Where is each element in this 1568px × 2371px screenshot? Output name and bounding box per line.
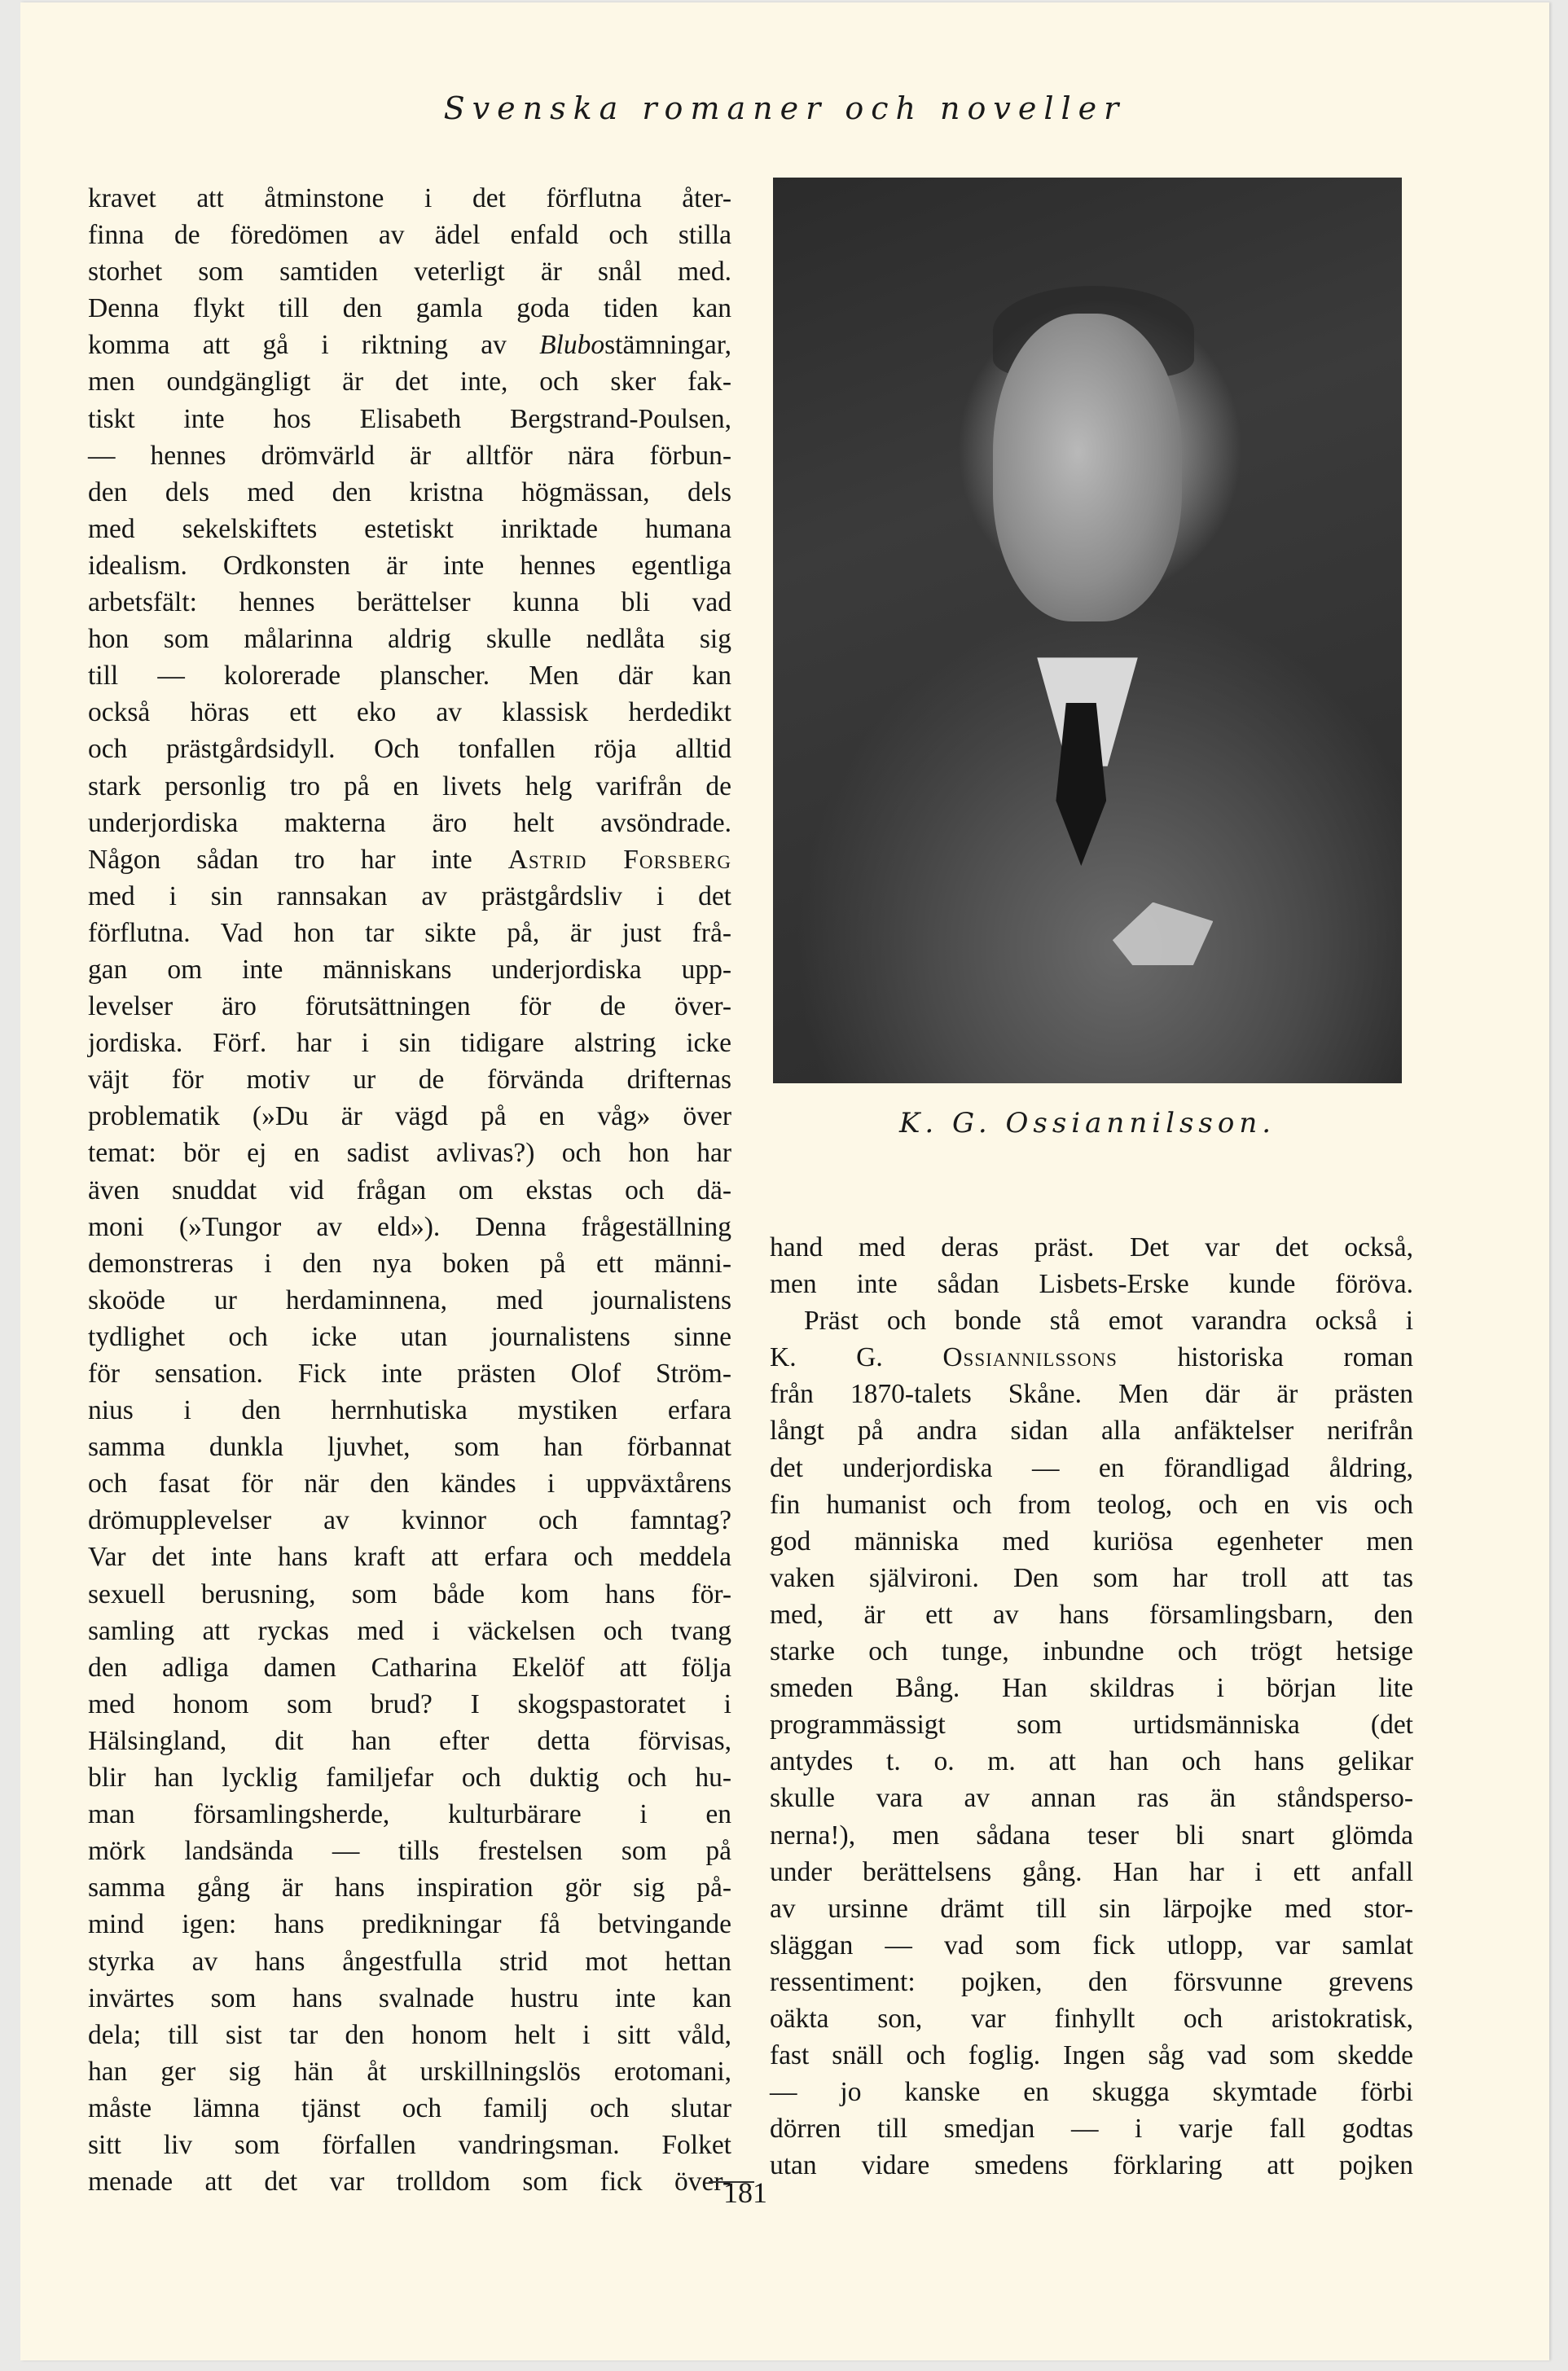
- text-run: hand med deras präst. Det var det också,: [770, 1232, 1413, 1262]
- text-line: [88, 1723, 731, 1759]
- text-run: blir han lycklig familjefar och duktig och hu-: [88, 1763, 731, 1794]
- text-line: [88, 180, 731, 217]
- photo-pocket-square: [1113, 902, 1214, 966]
- text-run: oäkta son, var finhyllt och aristokratisk,: [770, 2003, 1413, 2034]
- text-run: tydlighet och icke utan journalistens sinne: [88, 1321, 731, 1352]
- text-run: vaken självironi. Den som har troll att tas: [770, 1562, 1413, 1593]
- text-run: antydes t. o. m. att han och hans gelikar: [770, 1746, 1413, 1777]
- text-run: sitt liv som förfallen vandringsman. Folket: [88, 2129, 731, 2160]
- text-line: [88, 768, 731, 805]
- text-line: [88, 915, 731, 951]
- text-line: [88, 511, 731, 547]
- text-line: [88, 1686, 731, 1723]
- text-line: [88, 1061, 731, 1098]
- name-small-caps: Astrid Forsberg: [507, 844, 732, 875]
- text-line: [770, 1780, 1413, 1816]
- page-number: 181: [723, 2176, 767, 2209]
- text-line: [88, 290, 731, 327]
- text-line: [88, 1759, 731, 1796]
- text-run: finna de föredömen av ädel enfald och stilla: [88, 220, 731, 251]
- text-run: Präst och bonde stå emot varandra också i: [804, 1306, 1413, 1337]
- text-line: [770, 1560, 1413, 1596]
- text-run: styrka av hans ångestfulla strid mot hettan: [88, 1946, 731, 1977]
- text-line: [88, 1282, 731, 1319]
- text-line: [770, 1964, 1413, 2000]
- text-run: samling att ryckas med i väckelsen och tvang: [88, 1615, 731, 1646]
- text-line: [770, 1890, 1413, 1927]
- text-run: underjordiska makterna äro helt avsöndrade.: [88, 807, 731, 838]
- text-run: — jo kanske en skugga skymtade förbi: [770, 2077, 1413, 2108]
- text-run: Var det inte hans kraft att erfara och meddela: [88, 1542, 731, 1573]
- text-line: [88, 1502, 731, 1539]
- text-run: smeden Bång. Han skildras i början lite: [770, 1673, 1413, 1704]
- text-run: från 1870-talets Skåne. Men där är prästen: [770, 1379, 1413, 1410]
- text-run: med sekelskiftets estetiskt inriktade humana: [88, 513, 731, 544]
- text-run: men inte sådan Lisbets-Erske kunde föröva.: [770, 1269, 1413, 1300]
- text-line: [88, 584, 731, 621]
- text-line: [88, 327, 731, 363]
- text-run: — hennes drömvärld är alltför nära förbun-: [88, 440, 731, 471]
- book-page: [20, 2, 1549, 2360]
- text-run: till — kolorerade planscher. Men där kan: [88, 661, 731, 692]
- text-line: [88, 253, 731, 290]
- text-run: dörren till smedjan — i varje fall godtas: [770, 2114, 1413, 2145]
- text-line: [770, 1339, 1413, 1376]
- text-run: och fasat för när den kändes i uppväxtårens: [88, 1469, 731, 1499]
- text-line: [770, 1670, 1413, 1706]
- text-run: mörk landsända — tills frestelsen som på: [88, 1836, 731, 1867]
- name-small-caps: Ossiannilssons: [942, 1342, 1118, 1373]
- text-line: [88, 1319, 731, 1355]
- text-run: starke och tunge, inbundne och trögt hetsige: [770, 1636, 1413, 1667]
- text-run: tiskt inte hos Elisabeth Bergstrand-Poulsen,: [88, 403, 731, 434]
- text-line: [770, 1229, 1413, 1266]
- right-text-column: [770, 1229, 1413, 2184]
- text-line: [88, 1172, 731, 1209]
- text-line: [88, 988, 731, 1025]
- text-line: [88, 1980, 731, 2017]
- text-run: fast snäll och foglig. Ingen såg vad som skedde: [770, 2040, 1413, 2071]
- text-line: [770, 1302, 1413, 1339]
- text-line: [770, 1486, 1413, 1523]
- text-run: ressentiment: pojken, den försvunne grevens: [770, 1966, 1413, 1997]
- text-run: med i sin rannsakan av prästgårdsliv i det: [88, 880, 731, 911]
- text-line: [88, 217, 731, 253]
- text-run: samma gång är hans inspiration gör sig på-: [88, 1873, 731, 1903]
- text-line: [770, 1817, 1413, 1854]
- text-run: stämningar,: [604, 330, 731, 361]
- text-run: drömupplevelser av kvinnor och famntag?: [88, 1505, 731, 1536]
- text-line: [88, 1429, 731, 1465]
- text-line: [88, 547, 731, 584]
- text-run: hon som målarinna aldrig skulle nedlåta sig: [88, 624, 731, 655]
- text-run: med, är ett av hans församlingsbarn, den: [770, 1599, 1413, 1630]
- text-run: mind igen: hans predikningar få betvingande: [88, 1909, 731, 1940]
- text-run: gan om inte människans underjordiska upp-: [88, 954, 731, 985]
- text-run: Denna flykt till den gamla goda tiden kan: [88, 293, 731, 324]
- text-run: jordiska. Förf. har i sin tidigare alstring icke: [88, 1028, 731, 1059]
- photo-caption: K. G. Ossiannilsson.: [898, 1107, 1276, 1139]
- text-line: [770, 1596, 1413, 1633]
- text-line: [88, 1833, 731, 1869]
- text-line: [88, 1613, 731, 1649]
- text-run: också höras ett eko av klassisk herdedikt: [88, 697, 731, 728]
- text-line: [770, 2147, 1413, 2184]
- text-line: [88, 1209, 731, 1245]
- text-run: av ursinne drämt till sin lärpojke med stor-: [770, 1893, 1413, 1924]
- text-line: [88, 401, 731, 437]
- text-line: [88, 841, 731, 878]
- text-line: [770, 1633, 1413, 1670]
- text-run: problematik (»Du är vägd på en våg» över: [88, 1101, 731, 1132]
- text-line: [88, 694, 731, 731]
- text-run: släggan — vad som fick utlopp, var samlat: [770, 1930, 1413, 1960]
- text-run: samma dunkla ljuvhet, som han förbannat: [88, 1432, 731, 1463]
- text-line: [88, 2017, 731, 2053]
- text-line: [88, 1245, 731, 1282]
- text-run: Hälsingland, dit han efter detta förvisas,: [88, 1725, 731, 1756]
- text-run: med honom som brud? I skogspastoratet i: [88, 1688, 731, 1719]
- text-line: [88, 2163, 731, 2200]
- text-run: storhet som samtiden veterligt är snål med.: [88, 257, 731, 288]
- text-run: demonstreras i den nya boken på ett männi-: [88, 1248, 731, 1279]
- text-line: [88, 1098, 731, 1135]
- text-line: [770, 1523, 1413, 1560]
- text-line: [88, 1355, 731, 1392]
- text-run: god människa med kuriösa egenheter men: [770, 1526, 1413, 1557]
- text-line: [88, 2127, 731, 2163]
- text-run: Någon sådan tro har inte: [88, 844, 508, 875]
- text-run: väjt för motiv ur de förvända drifternas: [88, 1065, 731, 1095]
- text-run: även snuddat vid frågan om ekstas och dä-: [88, 1175, 731, 1205]
- text-line: [88, 1943, 731, 1980]
- running-head: Svenska romaner och noveller: [443, 90, 1127, 126]
- text-run: den dels med den kristna högmässan, dels: [88, 476, 731, 507]
- portrait-photo: [773, 178, 1402, 1083]
- text-line: [88, 1649, 731, 1686]
- text-line: [770, 1743, 1413, 1780]
- text-run: moni (»Tungor av eld»). Denna frågeställning: [88, 1211, 731, 1242]
- text-run: programmässigt som urtidsmänniska (det: [770, 1710, 1413, 1741]
- text-line: [88, 621, 731, 657]
- text-line: [770, 2000, 1413, 2037]
- text-line: [770, 1927, 1413, 1964]
- text-line: [88, 1576, 731, 1613]
- text-run: stark personlig tro på en livets helg varifrån de: [88, 771, 731, 801]
- text-run: det underjordiska — en förandligad åldring,: [770, 1452, 1413, 1483]
- italic-term: Blubo: [539, 330, 605, 361]
- text-line: [88, 1869, 731, 1906]
- text-line: [88, 1392, 731, 1429]
- text-run: och prästgårdsidyll. Och tonfallen röja alltid: [88, 734, 731, 765]
- left-text-column: [88, 180, 731, 2200]
- text-run: dela; till sist tar den honom helt i sitt våld,: [88, 2019, 731, 2050]
- text-line: [88, 2053, 731, 2090]
- text-line: [88, 878, 731, 915]
- text-line: [770, 2037, 1413, 2074]
- text-run: för sensation. Fick inte prästen Olof Ström-: [88, 1359, 731, 1389]
- text-run: den adliga damen Catharina Ekelöf att följa: [88, 1652, 731, 1683]
- photo-face: [993, 314, 1182, 621]
- text-run: kravet att åtminstone i det förflutna åter-: [88, 183, 731, 213]
- text-line: [88, 363, 731, 400]
- text-run: historiska roman: [1117, 1342, 1414, 1373]
- text-run: under berättelsens gång. Han har i ett anfall: [770, 1856, 1413, 1887]
- text-run: man församlingsherde, kulturbärare i en: [88, 1799, 731, 1830]
- text-run: temat: bör ej en sadist avlivas?) och hon har: [88, 1138, 731, 1169]
- text-line: [88, 1025, 731, 1061]
- text-run: långt på andra sidan alla anfäktelser nerifrån: [770, 1416, 1413, 1447]
- text-line: [88, 474, 731, 511]
- text-run: menade att det var trolldom som fick över-: [88, 2167, 731, 2198]
- text-run: levelser äro förutsättningen för de över-: [88, 991, 731, 1022]
- text-run: han ger sig hän åt urskillningslös erotomani,: [88, 2056, 731, 2087]
- text-line: [770, 1706, 1413, 1743]
- text-line: [88, 951, 731, 988]
- text-line: [88, 731, 731, 767]
- text-line: [88, 657, 731, 694]
- text-run: förflutna. Vad hon tar sikte på, är just frå-: [88, 917, 731, 948]
- text-line: [88, 1135, 731, 1171]
- text-line: [88, 805, 731, 841]
- text-line: [88, 1465, 731, 1502]
- text-line: [88, 1906, 731, 1943]
- text-run: fin humanist och from teolog, och en vis och: [770, 1489, 1413, 1520]
- text-run: måste lämna tjänst och familj och slutar: [88, 2092, 731, 2123]
- text-line: [770, 2074, 1413, 2110]
- text-run: invärtes som hans svalnade hustru inte kan: [88, 1982, 731, 2013]
- text-run: men oundgängligt är det inte, och sker fak-: [88, 367, 731, 397]
- text-run: skoöde ur herdaminnena, med journalistens: [88, 1284, 731, 1315]
- text-line: [770, 2110, 1413, 2147]
- text-run: K. G.: [770, 1342, 943, 1373]
- text-run: skulle vara av annan ras än ståndsperso-: [770, 1783, 1413, 1814]
- text-line: [88, 1796, 731, 1833]
- text-line: [88, 2090, 731, 2127]
- text-run: idealism. Ordkonsten är inte hennes egentliga: [88, 550, 731, 581]
- text-run: komma att gå i riktning av: [88, 330, 540, 361]
- text-run: nerna!), men sådana teser bli snart glömda: [770, 1820, 1413, 1851]
- text-line: [770, 1450, 1413, 1486]
- text-run: arbetsfält: hennes berättelser kunna bli vad: [88, 587, 731, 618]
- text-line: [770, 1376, 1413, 1412]
- text-line: [88, 1539, 731, 1575]
- text-line: [88, 437, 731, 474]
- text-run: utan vidare smedens förklaring att pojken: [770, 2150, 1413, 2181]
- text-run: nius i den herrnhutiska mystiken erfara: [88, 1395, 731, 1426]
- text-line: [770, 1412, 1413, 1449]
- text-line: [770, 1266, 1413, 1302]
- text-run: sexuell berusning, som både kom hans för-: [88, 1578, 731, 1609]
- text-line: [770, 1854, 1413, 1890]
